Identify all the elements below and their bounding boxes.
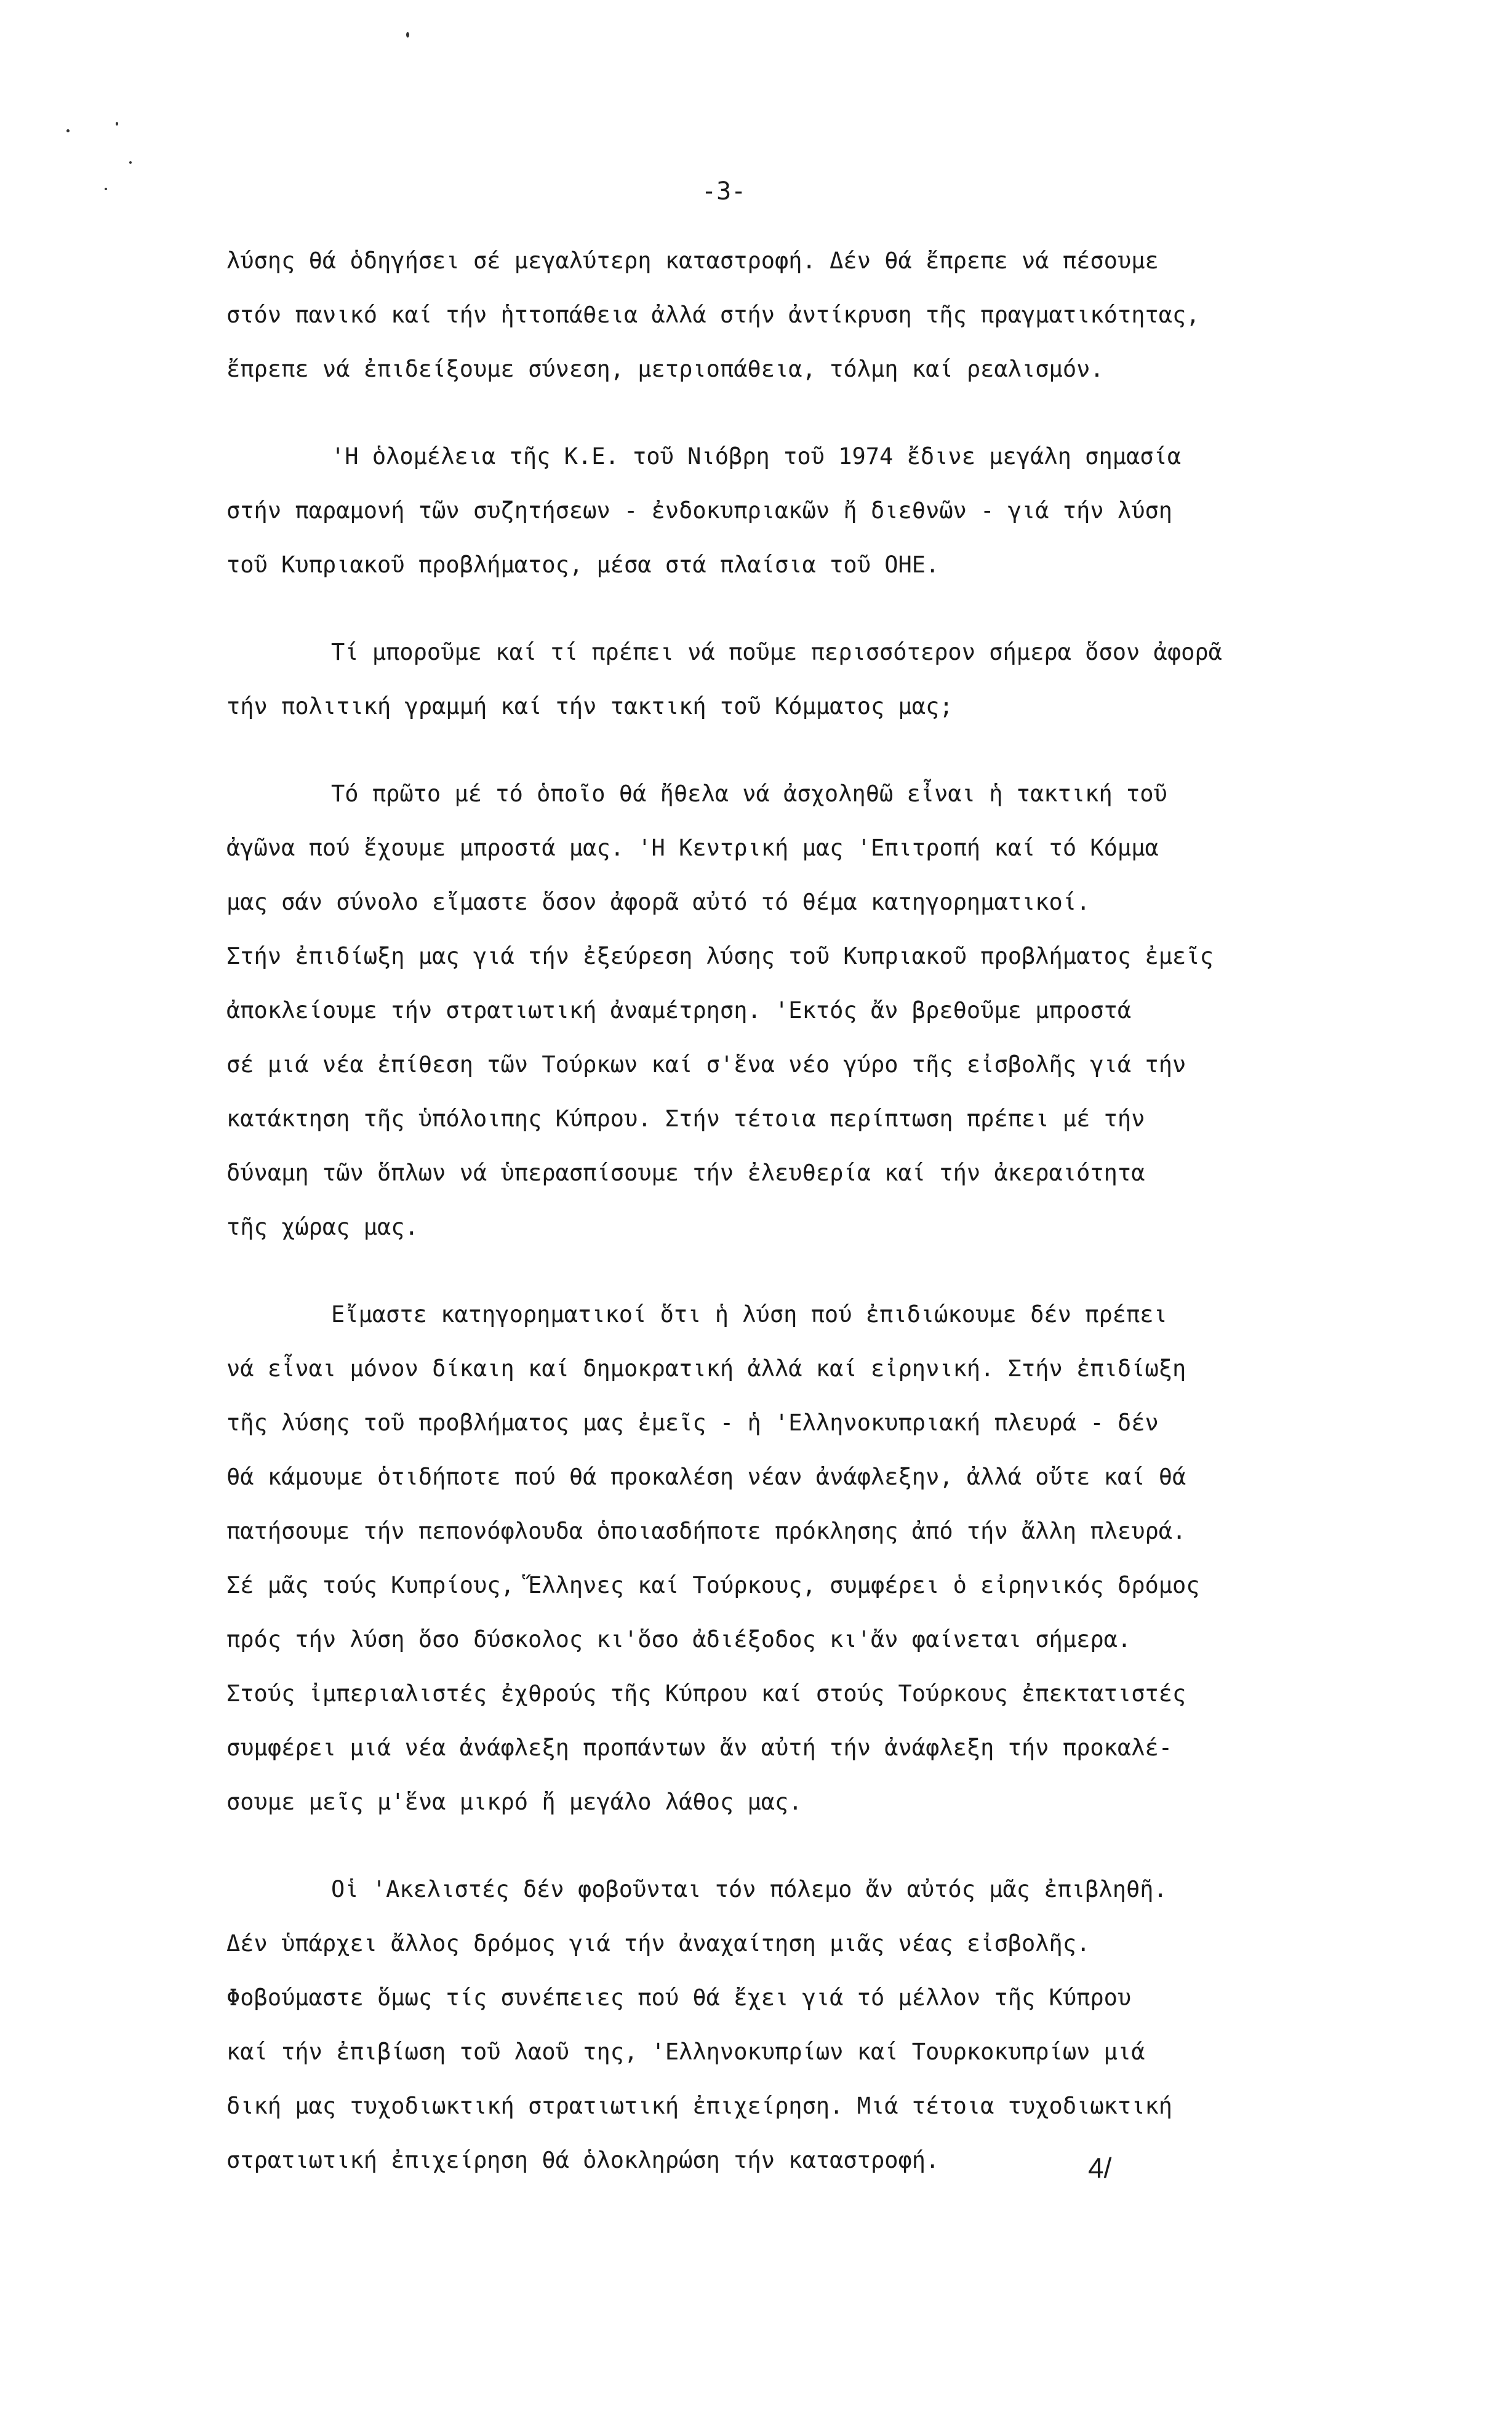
next-page-mark: 4/	[1088, 2152, 1112, 2184]
text-line: Στούς ἰμπεριαλιστές ἐχθρούς τῆς Κύπρου καί στούς Τούρκους ἐπεκτατιστές	[226, 1680, 1186, 1707]
text-line: στρατιωτική ἐπιχείρηση θά ὁλοκληρώση τήν καταστροφή.	[226, 2147, 940, 2173]
paragraph	[226, 234, 1346, 396]
text-line: τῆς λύσης τοῦ προβλήματος μας ἐμεῖς - ἡ 'Ελληνοκυπριακή πλευρά - δέν	[226, 1410, 1159, 1436]
text-line: Φοβούμαστε ὅμως τίς συνέπειες πού θά ἔχει γιά τό μέλλον τῆς Κύπρου	[226, 1984, 1132, 2011]
text-line: συμφέρει μιά νέα ἀνάφλεξη προπάντων ἄν αὐτή τήν ἀνάφλεξη τήν προκαλέ-	[226, 1734, 1173, 1761]
text-line: Εἴμαστε κατηγορηματικοί ὅτι ἡ λύση πού ἐπιδιώκουμε δέν πρέπει	[331, 1301, 1167, 1328]
text-line: κατάκτηση τῆς ὑπόλοιπης Κύπρου. Στήν τέτοια περίπτωση πρέπει μέ τήν	[226, 1105, 1145, 1132]
text-line: ἀγῶνα πού ἔχουμε μπροστά μας. 'Η Κεντρική μας 'Επιτροπή καί τό Κόμμα	[226, 835, 1159, 861]
text-line: νά εἶναι μόνον δίκαιη καί δημοκρατική ἀλλά καί εἰρηνική. Στήν ἐπιδίωξη	[226, 1355, 1186, 1382]
text-line: θά κάμουμε ὁτιδήποτε πού θά προκαλέση νέαν ἀνάφλεξην, ἀλλά οὔτε καί θά	[226, 1464, 1186, 1490]
text-line: στήν παραμονή τῶν συζητήσεων - ἐνδοκυπριακῶν ἤ διεθνῶν - γιά τήν λύση	[226, 497, 1173, 524]
margin-speck	[66, 129, 70, 132]
text-line: σουμε μεῖς μ'ἕνα μικρό ἤ μεγάλο λάθος μας.	[226, 1789, 802, 1815]
text-line: ἀποκλείουμε τήν στρατιωτική ἀναμέτρηση. 'Εκτός ἄν βρεθοῦμε μπροστά	[226, 997, 1132, 1024]
text-line: Τό πρῶτο μέ τό ὁποῖο θά ἤθελα νά ἀσχοληθῶ εἶναι ἡ τακτική τοῦ	[331, 780, 1167, 807]
document-body	[226, 234, 1346, 2221]
text-line: στόν πανικό καί τήν ἡττοπάθεια ἀλλά στήν ἀντίκρυση τῆς πραγματικότητας,	[226, 302, 1200, 328]
text-line: σέ μιά νέα ἐπίθεση τῶν Τούρκων καί σ'ἕνα νέο γύρο τῆς εἰσβολῆς γιά τήν	[226, 1051, 1186, 1078]
text-line: μας σάν σύνολο εἴμαστε ὅσον ἀφορᾶ αὐτό τό θέμα κατηγορηματικοί.	[226, 889, 1090, 915]
text-line: 'Η ὁλομέλεια τῆς Κ.Ε. τοῦ Νιόβρη τοῦ 1974 ἔδινε μεγάλη σημασία	[331, 443, 1182, 470]
margin-speck	[406, 32, 409, 38]
text-line: πατήσουμε τήν πεπονόφλουδα ὁποιασδήποτε πρόκλησης ἀπό τήν ἄλλη πλευρά.	[226, 1518, 1186, 1544]
margin-speck	[116, 122, 118, 126]
text-line: ἔπρεπε νά ἐπιδείξουμε σύνεση, μετριοπάθεια, τόλμη καί ρεαλισμόν.	[226, 356, 1104, 382]
paragraph	[226, 767, 1346, 1254]
text-line: λύσης θά ὁδηγήσει σέ μεγαλύτερη καταστροφή. Δέν θά ἔπρεπε νά πέσουμε	[226, 247, 1159, 274]
text-line: τῆς χώρας μας.	[226, 1214, 418, 1240]
text-line: δύναμη τῶν ὅπλων νά ὑπερασπίσουμε τήν ἐλευθερία καί τήν ἀκεραιότητα	[226, 1160, 1145, 1186]
page-number: -3-	[702, 177, 746, 206]
text-line: πρός τήν λύση ὅσο δύσκολος κι'ὅσο ἀδιέξοδος κι'ἄν φαίνεται σήμερα.	[226, 1626, 1132, 1653]
text-line: Τί μποροῦμε καί τί πρέπει νά ποῦμε περισσότερον σήμερα ὅσον ἀφορᾶ	[331, 639, 1222, 665]
paragraph	[226, 430, 1346, 592]
text-line: δική μας τυχοδιωκτική στρατιωτική ἐπιχείρηση. Μιά τέτοια τυχοδιωκτική	[226, 2093, 1173, 2119]
text-line: τοῦ Κυπριακοῦ προβλήματος, μέσα στά πλαίσια τοῦ ΟΗΕ.	[226, 551, 940, 578]
paragraph	[226, 1288, 1346, 1829]
text-line: Στήν ἐπιδίωξη μας γιά τήν ἐξεύρεση λύσης τοῦ Κυπριακοῦ προβλήματος ἐμεῖς	[226, 943, 1214, 969]
margin-speck	[129, 161, 132, 164]
paragraph	[226, 1863, 1346, 2187]
text-line: Οἱ 'Ακελιστές δέν φοβοῦνται τόν πόλεμο ἄν αὐτός μᾶς ἐπιβληθῆ.	[331, 1876, 1167, 1903]
margin-speck	[105, 188, 107, 190]
paragraph	[226, 625, 1346, 734]
text-line: Σέ μᾶς τούς Κυπρίους, Ἕλληνες καί Τούρκους, συμφέρει ὁ εἰρηνικός δρόμος	[226, 1572, 1200, 1598]
text-line: Δέν ὑπάρχει ἄλλος δρόμος γιά τήν ἀναχαίτηση μιᾶς νέας εἰσβολῆς.	[226, 1930, 1090, 1957]
text-line: καί τήν ἐπιβίωση τοῦ λαοῦ της, 'Ελληνοκυπρίων καί Τουρκοκυπρίων μιά	[226, 2039, 1145, 2065]
text-line: τήν πολιτική γραμμή καί τήν τακτική τοῦ Κόμματος μας;	[226, 693, 953, 720]
